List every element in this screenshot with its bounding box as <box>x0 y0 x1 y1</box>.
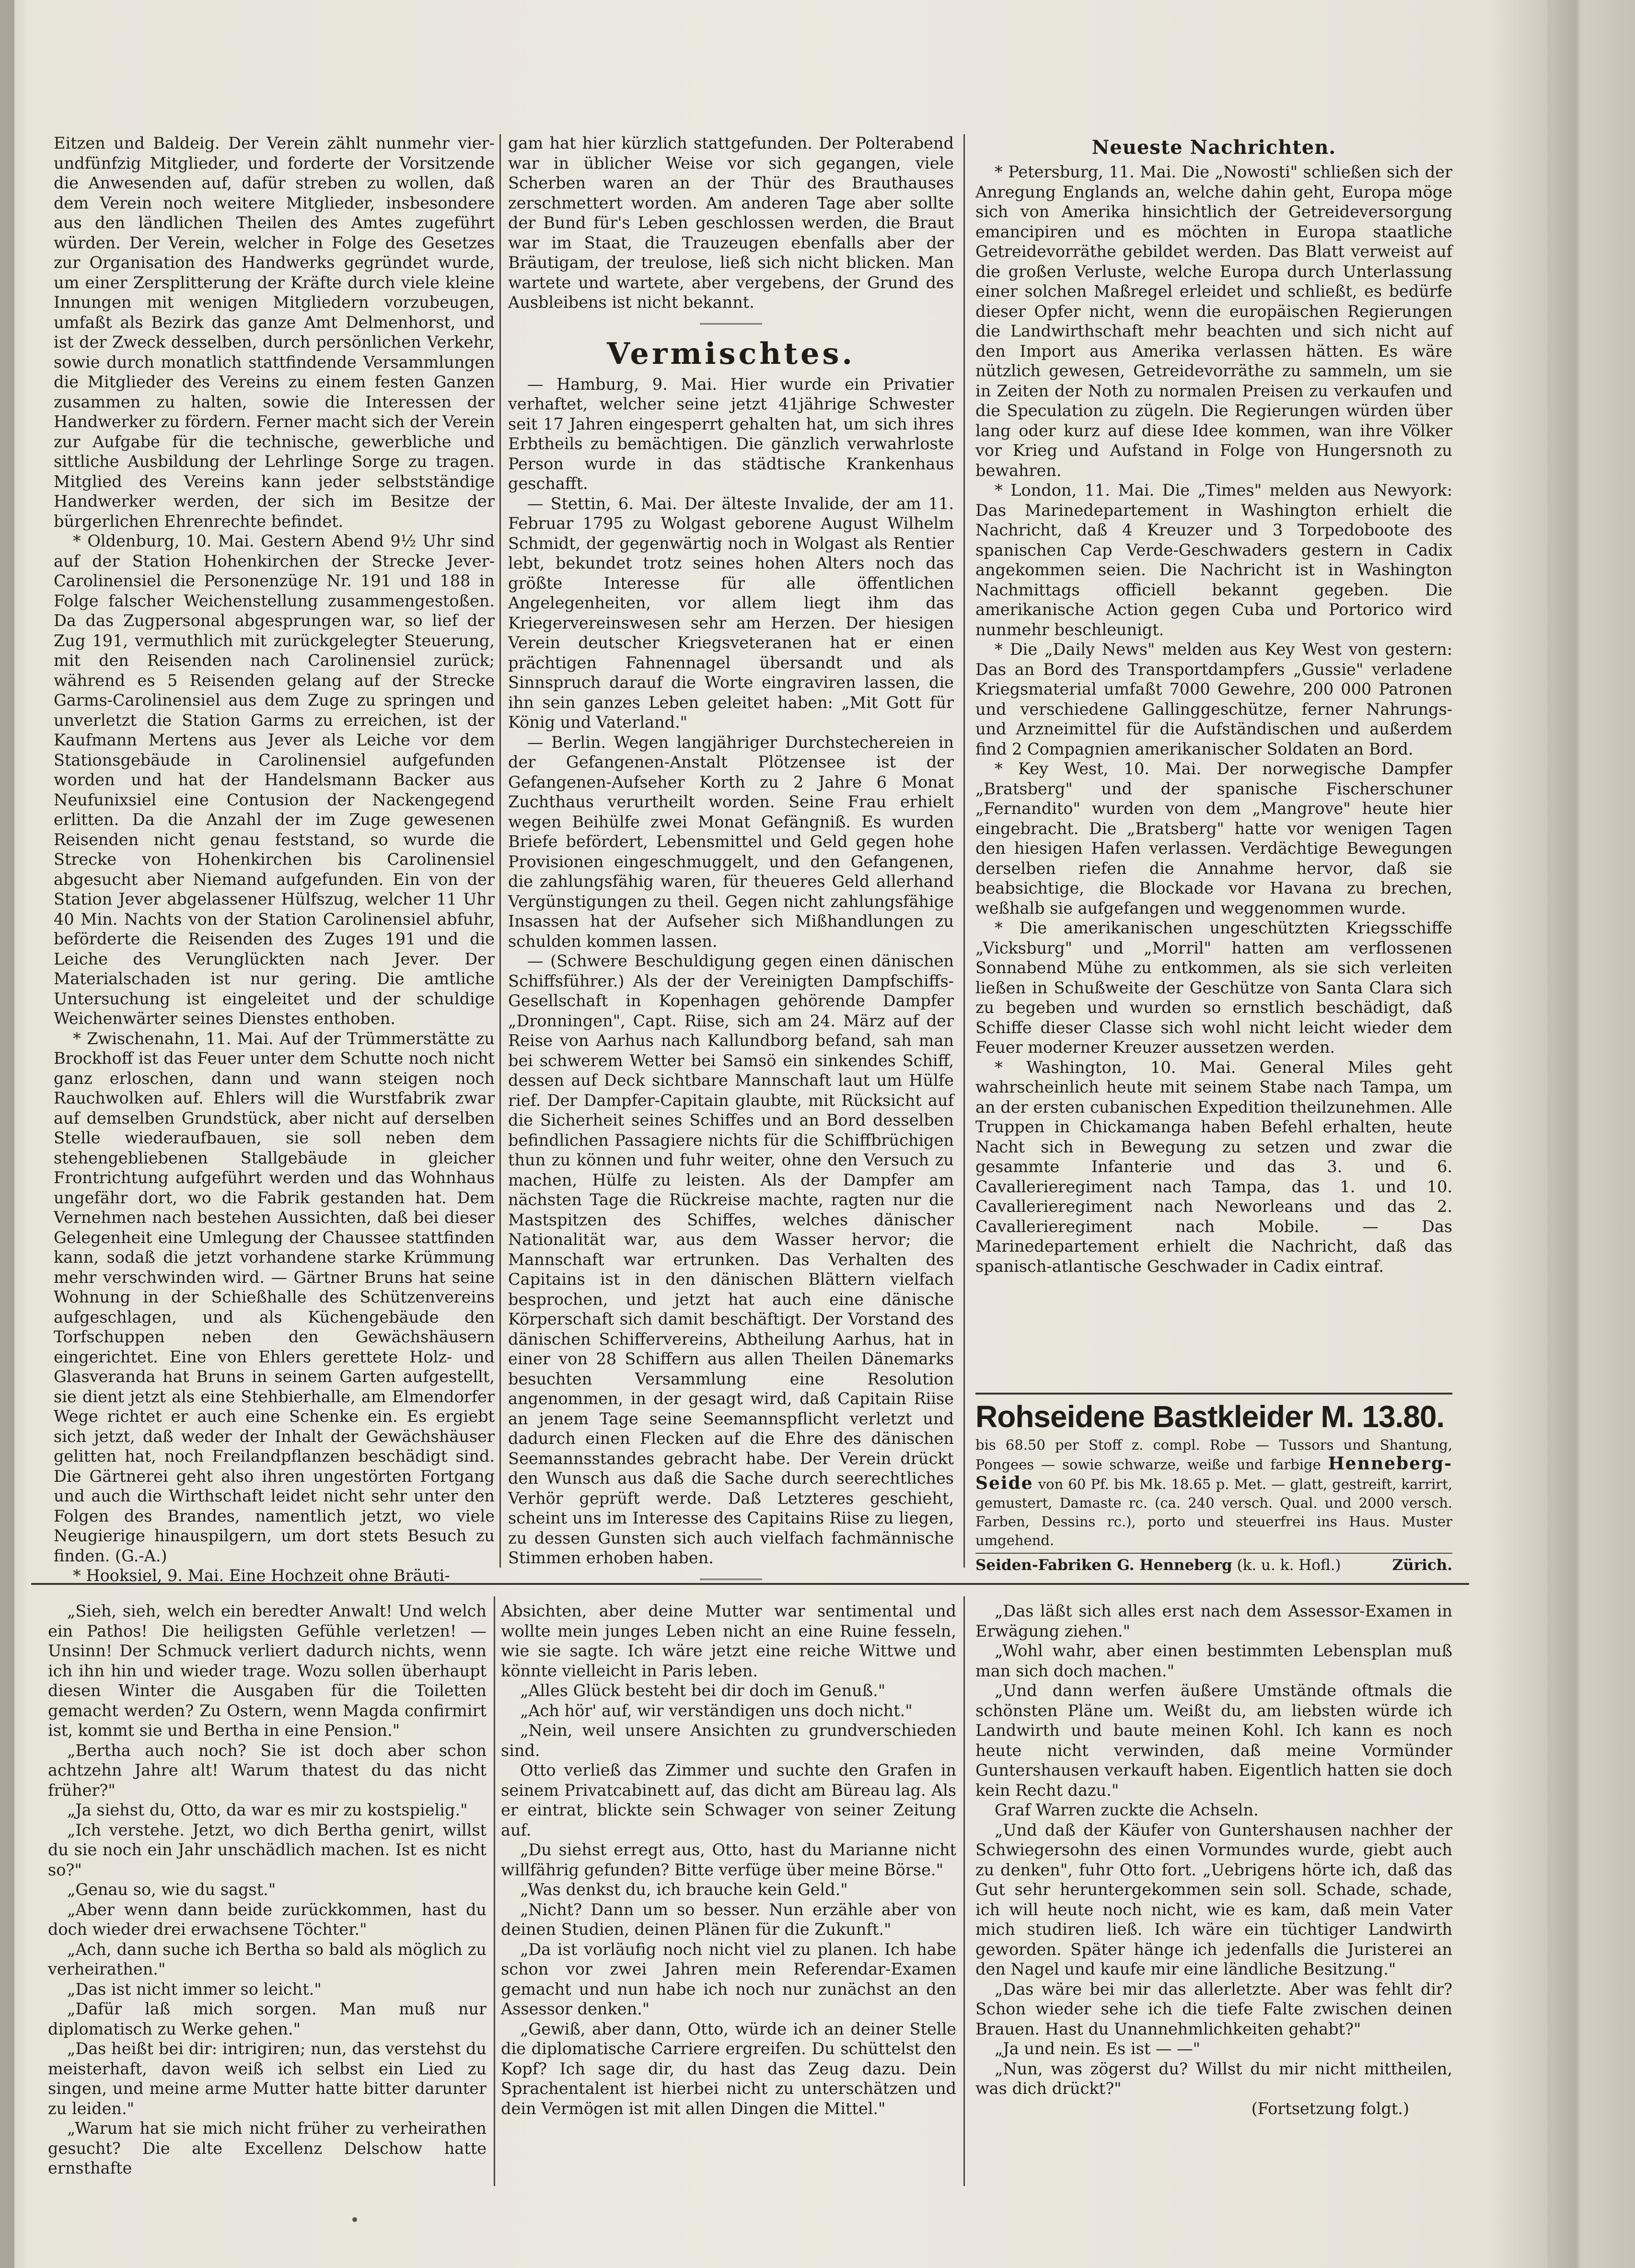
serial-paragraph: „Aber wenn dann beide zurückkommen, hast du doch wieder drei erwachsene Töchter." <box>48 1900 487 1939</box>
serial-paragraph: Graf Warren zuckte die Achseln. <box>995 1801 1259 1819</box>
column-rule <box>963 134 965 1568</box>
serial-paragraph: „Genau so, wie du sagst." <box>67 1880 276 1899</box>
article-stettin: — Stettin, 6. Mai. Der älteste Invalide, der am 11. Februar 1795 zu Wolgast geborene August Wilhelm Schmidt, der gegenwärtig noch in Wolgast als Rentier lebt, bekundet trotz seines hohen Alters noch das größte Interesse für alle öffentlichen Angelegenheiten, vor allem liegt ihm das Kriegervereinswesen sehr am Herzen. Der hiesigen Verein deutscher Kriegsveteranen hat er einen prächtigen Fahnennagel übersandt und als Sinnspruch darauf die Worte eingraviren lassen, die ihn sein ganzes Leben geleitet haben: „Mit Gott für König und Vaterland." <box>508 494 954 732</box>
advertisement-company: Seiden-Fabriken G. Henneberg <box>975 1557 1232 1574</box>
article-london: * London, 11. Mai. Die „Times" melden aus Newyork: Das Marinedepartement in Washington erhielt die Nachricht, daß 4 Kreuzer und 3 Torpedoboote des spanischen Cap Verde-Geschwaders gestern in Cadix angekommen seien. Die Nachricht ist in Washington Nachmittags officiell bekannt gegeben. Die amerikanische Action gegen Cuba und Portorico wird nunmehr beschleunigt. <box>975 481 1452 639</box>
column-rule <box>499 134 501 1568</box>
top-column-3 <box>975 133 1452 1384</box>
top-column-2 <box>508 133 954 1567</box>
serial-paragraph: „Das ist nicht immer so leicht." <box>67 1979 322 1999</box>
serial-paragraph: „Da ist vorläufig noch nicht viel zu planen. Ich habe schon vor zwei Jahren mein Referendar-Examen gemacht und nun habe ich noch nur zunächst an den Assessor denken." <box>501 1940 956 2018</box>
advertisement-footer <box>975 1553 1452 1576</box>
serial-paragraph: „Bertha auch noch? Sie ist doch aber schon achtzehn Jahre alt! Warum thatest du das nicht früher?" <box>48 1741 487 1800</box>
article-washington: * Washington, 10. Mai. General Miles geht wahrscheinlich heute mit seinem Stabe nach Tampa, um an der ersten cubanischen Expedition theilzunehmen. Alle Truppen in Chickamanga haben Befehl erhalten, heute Nacht sich in Bewegung zu setzen und zwar die gesammte Infanterie und das 3. und 6. Cavallerieregiment nach Tampa, das 1. und 10. Cavallerieregiment nach Neworleans und das 2. Cavallerieregiment nach Mobile. — Das Marinedepartement erhielt die Nachricht, daß das spanisch-atlantische Geschwader in Cadix eintraf. <box>975 1058 1452 1276</box>
serial-paragraph: Otto verließ das Zimmer und suchte den Grafen in seinem Privatcabinett auf, das dicht am Büreau lag. Als er eintrat, blickte sein Schwager von seiner Zeitung auf. <box>501 1761 956 1839</box>
article-schiffsfuehrer: — (Schwere Beschuldigung gegen einen dänischen Schiffsführer.) Als der der Vereinigten Dampfschiffs-Gesellschaft in Kopenhagen gehörende Dampfer „Dronningen", Capt. Riise, sich am 24. März auf der Reise von Aarhus nach Kallundborg befand, sah man bei schwerem Wetter bei Samsö ein sinkendes Schiff, dessen auf Deck sichtbare Mannschaft laut um Hülfe rief. Der Dampfer-Capitain glaubte, mit Rücksicht auf die Sicherheit seines Schiffes und an Bord desselben befindlichen Passagiere nichts für die Schiffbrüchigen thun zu können und fuhr weiter, ohne den Versuch zu machen, Hülfe zu leisten. Als der Dampfer am nächsten Tage die Rückreise machte, ragten nur die Mastspitzen des Schiffes, welches dänischer Nationalität war, aus dem Wasser hervor; die Mannschaft war ertrunken. Das Verhalten des Capitains ist in den dänischen Blättern vielfach besprochen, und jetzt hat auch eine dänische Körperschaft sich damit beschäftigt. Der Vorstand des dänischen Schiffervereins, Abtheilung Aarhus, hat in einer von 28 Schiffern aus allen Theilen Dänemarks besuchten Versammlung eine Resolution angenommen, in der gesagt wird, daß Capitain Riise an jenem Tage seine Seemannspflicht verletzt und dadurch einen Flecken auf die Ehre des dänischen Seemannsstandes gebracht habe. Der Verein drückt den Wunsch aus daß die Sache durch seerechtliches Verhör geprüft werde. Daß Letzteres geschieht, scheint uns im Interesse des Capitains Riise zu liegen, zu dessen Gunsten sich auch vielfach fachmännische Stimmen erhoben haben. <box>508 952 954 1567</box>
binding-gutter <box>0 0 14 2268</box>
article-paragraph: Eitzen und Baldeig. Der Verein zählt nunmehr vier-undfünfzig Mitglieder, und forderte der Vorsitzende die Anwesenden auf, dafür streben zu wollen, daß dem Verein noch weitere Mitglieder, insbesondere aus den ländlichen Theilen des Amtes zugeführt würden. Der Verein, welcher in Folge des Gesetzes zur Organisation des Handwerks gegründet wurde, um einer Zersplitterung der Kräfte durch viele kleine Innungen mit wenigen Mitgliedern vorzubeugen, umfaßt als Bezirk das ganze Amt Delmenhorst, und ist der Zweck desselben, durch persönlichen Verkehr, sowie durch monatlich stattfindende Versammlungen die Mitglieder des Vereins zu einem festen Ganzen zusammen zu halten, sowie die Interessen der Handwerker zu fördern. Ferner macht sich der Verein zur Aufgabe für die technische, gewerbliche und sittliche Ausbildung der Lehrlinge Sorge zu tragen. Mitglied des Vereins kann jeder selbstständige Handwerker werden, der sich im Besitze der bürgerlichen Ehrenrechte befindet. <box>54 134 495 531</box>
advertisement-title: Rohseidene Bastkleider M. 13.80. <box>975 1399 1445 1434</box>
article-hooksiel: * Hooksiel, 9. Mai. Eine Hochzeit ohne Bräuti- <box>73 1566 450 1585</box>
serial-paragraph: „Du siehst erregt aus, Otto, hast du Marianne nicht willfährig gefunden? Bitte verfüge über meine Börse." <box>501 1840 956 1879</box>
serial-paragraph: „Das heißt bei dir: intrigiren; nun, das verstehst du meisterhaft, davon weiß ich selbst ein Lied zu singen, und meine arme Mutter hatte bitter darunter zu leiden." <box>48 2039 487 2118</box>
serial-paragraph: „Nicht? Dann um so besser. Nun erzähle aber von deinen Studien, deinen Plänen für die Zukunft." <box>501 1900 956 1939</box>
section-divider <box>700 323 762 325</box>
advertisement-city: Zürich. <box>1392 1557 1452 1574</box>
article-zwischenahn: * Zwischenahn, 11. Mai. Auf der Trümmerstätte zu Brockhoff ist das Feuer unter dem Schutte noch nicht ganz erloschen, dann und wann steigen noch Rauchwolken auf. Ehlers will die Wurstfabrik zwar auf demselben Grundstück, aber nicht auf derselben Stelle wiederaufbauen, sie soll neben dem stehengebliebenen Stallgebäude in gleicher Frontrichtung aufgeführt werden und das Wohnhaus ungefähr dort, wo die Fabrik gestanden hat. Dem Vernehmen nach bestehen Aussichten, daß bei dieser Gelegenheit eine Umlegung der Chaussee stattfinden kann, sodaß die jetzt vorhandene starke Krümmung mehr verschwinden wird. — Gärtner Bruns hat seine Wohnung in der Schießhalle des Schützenvereins aufgeschlagen, und als Küchengebäude den Torfschuppen neben den Gewächshäusern eingerichtet. Eine von Ehlers gerettete Holz- und Glasveranda hat Bruns in seinem Garten aufgestellt, sie dient jetzt als eine Stehbierhalle, am Elmendorfer Wege richtet er auch eine Schenke ein. Es ergiebt sich jetzt, daß weder der Inhalt der Gewächshäuser gelitten hat, noch Freilandpflanzen beschädigt sind. Die Gärtnerei geht also ihren ungestörten Fortgang und auch die Wirthschaft leidet nicht sehr unter den Folgen des Brandes, namentlich jetzt, wo viele Neugierige hinauspilgern, um dort stets Besuch zu finden. (G.-A.) <box>54 1029 495 1565</box>
advertisement-top-rule <box>975 1393 1452 1395</box>
serial-paragraph: „Sieh, sieh, welch ein beredter Anwalt! Und welch ein Pathos! Die heiligsten Gefühle verletzen! — Unsinn! Der Schmuck verliert dadurch nichts, wenn ich ihn hin und wieder trage. Wozu sollen überhaupt diesen Winter die Ausgaben für die Toiletten gemacht werden? Zu Ostern, wenn Magda confirmirt ist, kommt sie und Bertha in eine Pension." <box>48 1602 487 1740</box>
article-paragraph: gam hat hier kürzlich stattgefunden. Der Polterabend war in üblicher Weise vor sich gegangen, viele Scherben waren an der Thür des Brauthauses zerschmettert worden. Am anderen Tage aber sollte der Bund für's Leben geschlossen werden, die Braut war im Staat, die Trauzeugen ebenfalls aber der Bräutigam, der treulose, ließ sich nicht blicken. Man wartete und wartete, aber vergebens, der Grund des Ausbleibens ist nicht bekannt. <box>508 134 954 312</box>
advertisement-brand-2: Seide <box>975 1473 1033 1493</box>
serial-paragraph: „Ach, dann suche ich Bertha so bald als möglich zu verheirathen." <box>48 1940 487 1978</box>
article-oldenburg: * Oldenburg, 10. Mai. Gestern Abend 9½ Uhr sind auf der Station Hohenkirchen der Strecke Jever-Carolinensiel die Personenzüge Nr. 191 und 188 in Folge falscher Weichenstellung zusammengestoßen. Da das Zugpersonal abgesprungen war, so lief der Zug 191, vermuthlich mit zurückgelegter Steuerung, mit den Reisenden nach Carolinensiel zurück; während es 5 Reisenden gelang auf der Strecke Garms-Carolinensiel aus dem Zuge zu springen und unverletzt die Station Garms zu erreichen, ist der Kaufmann Mertens aus Jever als Leiche vor dem Stationsgebäude in Carolinensiel aufgefunden worden und hat der Handelsmann Backer aus Neufunixsiel eine Contusion der Nackengegend erlitten. Da die Anzahl der im Zuge gewesenen Reisenden nicht genau feststand, so wurde die Strecke von Hohenkirchen bis Carolinensiel abgesucht aber Niemand aufgefunden. Ein von der Station Jever abgelassener Hülfszug, welcher 11 Uhr 40 Min. Nachts von der Station Carolinensiel abfuhr, beförderte die Reisenden des Zuges 191 und die Leiche des Verunglückten nach Jever. Der Materialschaden ist nur gering. Die amtliche Untersuchung ist eingeleitet und der schuldige Weichenwärter seines Dienstes enthoben. <box>54 532 495 1028</box>
section-title-vermischtes: Vermischtes. <box>607 336 855 371</box>
serial-paragraph: Absichten, aber deine Mutter war sentimental und wollte mein junges Leben nicht an eine Ruine fesseln, wie sie sagte. Ich wäre jetzt eine reiche Wittwe und könnte vielleicht in Paris leben. <box>501 1602 956 1680</box>
section-title-neueste-nachrichten: Neueste Nachrichten. <box>1091 136 1336 159</box>
advertisement <box>975 1397 1452 1580</box>
column-rule <box>494 1596 495 2186</box>
advertisement-text-a: bis 68.50 per Stoff z. compl. Robe — Tussors und Shantung, Pongees — sowie schwarze, weiße und farbige <box>975 1437 1452 1473</box>
serial-paragraph: „Nun, was zögerst du? Willst du mir nicht mittheilen, was dich drückt?" <box>975 2059 1452 2098</box>
page-edge <box>1547 0 1635 2268</box>
advertisement-text-b: von 60 Pf. bis Mk. 18.65 p. Met. — glatt, gestreift, karrirt, gemustert, Damaste rc. (ca. 240 versch. Qual. und 2000 versch. Farben, Dessins rc.), porto und steuerfrei ins Haus. Muster umgehend. <box>975 1476 1453 1548</box>
serial-column-3 <box>975 1601 1452 2181</box>
serial-paragraph: „Wohl wahr, aber einen bestimmten Lebensplan muß man sich doch machen." <box>975 1641 1452 1680</box>
article-daily-news: * Die „Daily News" melden aus Key West von gestern: Das an Bord des Transportdampfers „Gussie" verladene Kriegsmaterial umfaßt 7000 Gewehre, 200 000 Patronen und verschiedene Gallinggeschütze, ferner Nahrungs- und Arzneimittel für die Aufständischen und außerdem find 2 Compagnien amerikanischer Soldaten an Bord. <box>975 640 1452 758</box>
ink-dot <box>352 2217 357 2222</box>
serial-paragraph: „Ja und nein. Es ist — —" <box>995 2039 1201 2058</box>
section-divider <box>700 1579 762 1580</box>
serial-paragraph: „Warum hat sie mich nicht früher zu verheirathen gesucht? Die alte Excellenz Delschow hatte ernsthafte <box>48 2119 487 2177</box>
serial-continuation-note: (Fortsetzung folgt.) <box>1251 2099 1409 2118</box>
margin-marks <box>482 129 501 1616</box>
serial-paragraph: „Ja siehst du, Otto, da war es mir zu kostspielig." <box>67 1801 468 1819</box>
advertisement-body <box>975 1436 1452 1550</box>
serial-column-2 <box>501 1601 956 2181</box>
advertisement-court-supplier: (k. u. k. Hofl.) <box>1237 1557 1341 1574</box>
article-hamburg: — Hamburg, 9. Mai. Hier wurde ein Privatier verhaftet, welcher seine jetzt 41jährige Schwester seit 17 Jahren eingesperrt gehalten hat, um sich ihres Erbtheils zu bemächtigen. Die gänzlich verwahrloste Person wurde in das städtische Krankenhaus geschafft. <box>508 374 954 493</box>
serial-paragraph: „Das läßt sich alles erst nach dem Assessor-Examen in Erwägung ziehen." <box>975 1602 1452 1640</box>
serial-paragraph: „Und daß der Käufer von Guntershausen nachher der Schwiegersohn des einen Vormundes wurde, giebt auch zu denken", fuhr Otto fort. „Uebrigens hörte ich, daß das Gut sehr heruntergekommen sein soll. Schade, schade, ich will heute noch nicht, wie es kam, daß mein Vater mich studiren ließ. Ich wäre ein tüchtiger Landwirth geworden. Später hänge ich jedenfalls die Juristerei an den Nagel und kaufe mir eine ländliche Besitzung." <box>975 1820 1452 1978</box>
top-column-1 <box>54 133 495 1585</box>
serial-paragraph: „Was denkst du, ich brauche kein Geld." <box>520 1880 848 1899</box>
serial-paragraph: „Ich verstehe. Jetzt, wo dich Bertha genirt, willst du sie noch ein Jahr unschädlich machen. Ist es nicht so?" <box>48 1820 487 1879</box>
serial-paragraph: „Dafür laß mich sorgen. Man muß nur diplomatisch zu Werke gehen." <box>48 2000 487 2038</box>
article-key-west: * Key West, 10. Mai. Der norwegische Dampfer „Bratsberg" und der spanische Fischerschuner „Fernandito" wurden von dem „Mangrove" heute hier eingebracht. Die „Bratsberg" hatte vor wenigen Tagen den hiesigen Hafen verlassen. Verdächtige Bewegungen derselben riefen die Annahme hervor, daß sie beabsichtige, die Blockade vor Havana zu brechen, weßhalb sie aufgefangen und weggenommen wurde. <box>975 759 1452 918</box>
serial-paragraph: „Und dann werfen äußere Umstände oftmals die schönsten Pläne um. Weißt du, am liebsten würde ich Landwirth und baute meinen Kohl. Ich kann es noch heute nicht verwinden, daß meine Vormünder Guntershausen verkauft haben. Eigentlich hatten sie doch kein Recht dazu." <box>975 1681 1452 1800</box>
serial-paragraph: „Gewiß, aber dann, Otto, würde ich an deiner Stelle die diplomatische Carriere ergreifen. Du schüttelst den Kopf? Ich sage dir, du hast das Zeug dazu. Dein Sprachentalent ist hierbei nicht zu unterschätzen und dein Vermögen ist mit allen Dingen die Mittel." <box>501 2019 956 2118</box>
serial-column-1 <box>48 1601 487 2181</box>
article-kriegsschiffe: * Die amerikanischen ungeschützten Kriegsschiffe „Vicksburg" und „Morril" hatten am verflossenen Sonnabend Mühe zu entkommen, als sie sich verleiten ließen in Schußweite der Geschütze von Santa Clara sich zu begeben und wurden so ernstlich beschädigt, daß Schiffe dieser Classe sich wohl nicht leicht wieder dem Feuer moderner Kreuzer aussetzen werden. <box>975 919 1452 1057</box>
column-rule <box>963 1596 965 2186</box>
article-berlin: — Berlin. Wegen langjähriger Durchstechereien in der Gefangenen-Anstalt Plötzensee ist der Gefangenen-Aufseher Korth zu 2 Jahre 6 Monat Zuchthaus verurtheilt worden. Seine Frau erhielt wegen Beihülfe zwei Monat Gefängniß. Es wurden Briefe befördert, Lebensmittel und Geld gegen hohe Provisionen eingeschmuggelt, und den Gefangenen, die zahlungsfähig waren, für theueres Geld allerhand Vergünstigungen zu theil. Gegen nicht zahlungsfähige Insassen hat der Aufseher sich Mißhandlungen zu schulden kommen lassen. <box>508 733 954 951</box>
feuilleton-rule <box>31 1583 1469 1585</box>
serial-paragraph: „Ach hör' auf, wir verständigen uns doch nicht." <box>520 1701 913 1720</box>
serial-paragraph: „Alles Glück besteht bei dir doch im Genuß." <box>520 1681 886 1700</box>
serial-paragraph: „Das wäre bei mir das allerletzte. Aber was fehlt dir? Schon wieder sehe ich die tiefe Falte zwischen deinen Brauen. Hast du Unannehmlichkeiten gehabt?" <box>975 1979 1452 2038</box>
article-petersburg: * Petersburg, 11. Mai. Die „Nowosti" schließen sich der Anregung Englands an, welche dahin geht, Europa möge sich von Amerika hinsichtlich der Getreideversorgung emancipiren und es möchten in Europa staatliche Getreidevorräthe gebildet werden. Das Blatt verweist auf die großen Verluste, welche Europa durch Unterlassung einer solchen Maßregel erleidet und schließt, es bedürfe dieser Opfer nicht, wenn die europäischen Regierungen die Landwirthschaft mehr beachten und sich nicht auf den Import aus Amerika verlassen hätten. Es wäre nützlich gewesen, Getreidevorräthe zu sammeln, um sie in Zeiten der Noth zu normalen Preisen zu verkaufen und die Speculation zu zügeln. Die Regierungen würden über lang oder kurz auf diese Idee kommen, wan ihre Völker vor Krieg und Aufstand in Folge von Hungersnoth zu bewahren. <box>975 163 1452 480</box>
serial-paragraph: „Nein, weil unsere Ansichten zu grundverschieden sind. <box>501 1721 956 1760</box>
advertisement-brand: Henneberg- <box>1328 1454 1452 1474</box>
